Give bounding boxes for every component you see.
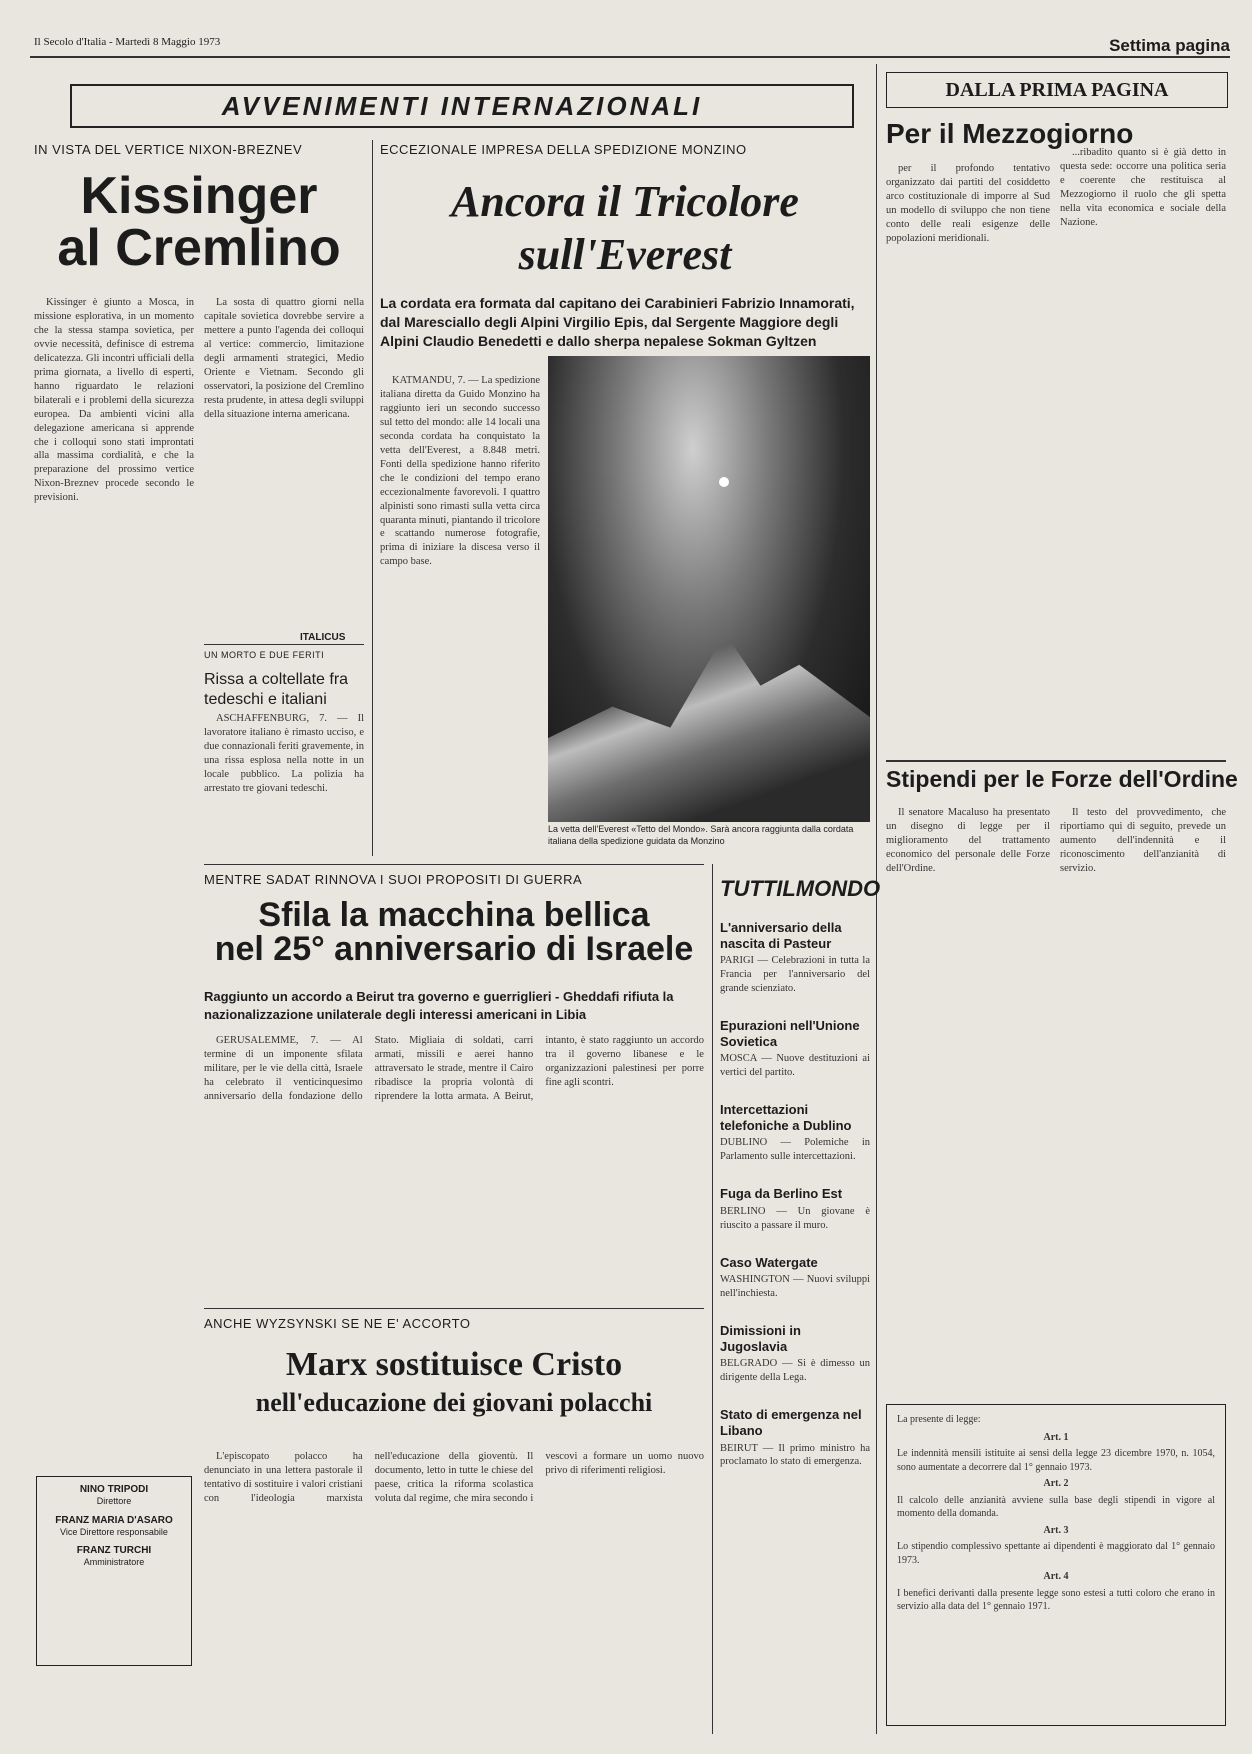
rissa-rule <box>204 644 364 645</box>
kissinger-text-1: Kissinger è giunto a Mosca, in missione esplorativa, in un momento che la stessa stampa sovietica, per ovvie necessità, definisce di estrema delicatezza. Gli incontri ufficiali della prima giornata, a livello di esperti, hanno riguardato le relazioni bilaterali e i problemi della sicurezza europea. Da ambienti vicini alla delegazione americana si apprende che i colloqui sono stati improntati alla massima cordialità, e che la preparazione del prossimo vertice Nixon-Breznev procede secondo le previsioni. <box>34 297 194 504</box>
sadat-body <box>204 1034 704 1300</box>
mezzogiorno-title: Per il Mezzogiorno <box>886 118 1134 149</box>
tuttilmondo-item <box>720 1407 870 1469</box>
rissa-text: ASCHAFFENBURG, 7. — Il lavoratore italiano è rimasto ucciso, e due connazionali feriti gravemente, in una rissa esplosa nella notte in un locale pubblico. La polizia ha arrestato tre giovani tedeschi. <box>204 713 364 794</box>
credit-admin: FRANZ TURCHI <box>76 1545 152 1557</box>
tuttilmondo-item-body: WASHINGTON — Nuovi sviluppi nell'inchiesta. <box>720 1274 870 1300</box>
tuttilmondo-item-body: BELGRADO — Si è dimesso un dirigente della Lega. <box>720 1358 870 1384</box>
column-rule-left <box>372 140 373 856</box>
tuttilmondo-item-body: MOSCA — Nuove destituzioni ai vertici del partito. <box>720 1053 870 1079</box>
tuttilmondo-list <box>720 920 870 1720</box>
tuttilmondo-item-title: Epurazioni nell'Unione Sovietica <box>720 1018 860 1049</box>
tuttilmondo-item <box>720 1102 870 1164</box>
tuttilmondo-item-title: Caso Watergate <box>720 1254 818 1270</box>
article-label: Art. 3 <box>1043 1524 1069 1536</box>
tuttilmondo-item-title: Stato di emergenza nel Libano <box>720 1407 862 1438</box>
photo-mountain <box>548 612 870 822</box>
tuttilmondo-logo: TUTTILMONDO <box>720 876 881 901</box>
tuttilmondo-item-title: Dimissioni in Jugoslavia <box>720 1323 801 1354</box>
wyszynski-text: L'episcopato polacco ha denunciato in una lettera pastorale il tentativo di sostituire i valori cristiani con l'ideologia marxista nell'educazione della gioventù. Il documento, letto in tutte le chiese del paese, critica la riforma scolastica voluta dal regime, che mira secondo i vescovi a formare un uomo nuovo privo di riferimenti religiosi. <box>204 1451 704 1504</box>
stipendi-title: Stipendi per le Forze dell'Ordine <box>886 766 1238 792</box>
legal-article <box>897 1570 1215 1614</box>
tuttilmondo-item-title: Fuga da Berlino Est <box>720 1186 843 1202</box>
article-text: Lo stipendio complessivo spettante ai dipendenti è maggiorato dal 1° gennaio 1973. <box>897 1541 1215 1566</box>
stipendi-body-col1 <box>886 806 1050 1396</box>
wyszynski-rule <box>204 1308 704 1309</box>
tuttilmondo-item <box>720 1018 870 1080</box>
kissinger-headline <box>34 167 364 277</box>
kissinger-body-col2 <box>204 296 364 636</box>
sadat-deck: Raggiunto un accordo a Beirut tra governo e guerriglieri - Gheddafi rifiuta la nazionalizzazione unilaterale degli interessi americani in Libia <box>204 989 674 1022</box>
prima-pagina-label: DALLA PRIMA PAGINA <box>945 78 1169 101</box>
sadat-title-line1: Sfila la macchina bellica <box>258 896 650 934</box>
everest-caption: La vetta dell'Everest «Tetto del Mondo». Sarà ancora raggiunta dalla cordata italiana della spedizione guidata da Monzino <box>548 824 854 846</box>
everest-kicker: ECCEZIONALE IMPRESA DELLA SPEDIZIONE MONZINO <box>380 142 747 157</box>
legal-article <box>897 1431 1215 1475</box>
stipendi-text-1: Il senatore Macaluso ha presentato un disegno di legge per il miglioramento del trattamento economico del personale delle Forze dell'Ordine. <box>886 807 1050 874</box>
rissa-body <box>204 712 364 862</box>
wyszynski-title-line1: Marx sostituisce Cristo <box>285 1346 623 1383</box>
wyszynski-kicker: ANCHE WYZSYNSKI SE NE E' ACCORTO <box>204 1316 471 1331</box>
kissinger-title-line2: al Cremlino <box>57 219 341 277</box>
article-label: Art. 2 <box>1043 1478 1069 1489</box>
rissa-kicker: UN MORTO E DUE FERITI <box>204 650 325 660</box>
photo-moon <box>719 477 729 487</box>
stipendi-text-2: Il testo del provvedimento, che riportiamo qui di seguito, prevede un aumento dell'indennità e il riconoscimento dell'anzianità di servizio. <box>1060 807 1226 874</box>
mezzogiorno-text-1: per il profondo tentativo organizzato dai partiti del cosiddetto arco costituzionale di imporre al Sud un modello di sviluppo che non tiene conto delle reali esigenze delle popolazioni meridionali. <box>886 163 1050 244</box>
page-label: Settima pagina <box>1109 36 1230 55</box>
kissinger-title-line1: Kissinger <box>80 167 318 225</box>
article-text: Il calcolo delle anzianità avviene sulla base degli stipendi in vigore al momento della domanda. <box>897 1494 1215 1519</box>
tuttilmondo-item-title: Intercettazioni telefoniche a Dublino <box>720 1102 852 1133</box>
credits-box <box>36 1476 192 1666</box>
article-label: Art. 1 <box>1043 1431 1069 1443</box>
section-banner: AVVENIMENTI INTERNAZIONALI <box>70 84 854 128</box>
running-head: Il Secolo d'Italia - Martedì 8 Maggio 1973 <box>34 36 221 48</box>
stipendi-body-col2 <box>1060 806 1226 1396</box>
sadat-headline <box>204 898 704 966</box>
everest-headline <box>380 176 870 280</box>
article-text: Le indennità mensili istituite ai sensi della legge 23 dicembre 1970, n. 1054, sono aumentate a decorrere dal 1° gennaio 1973. <box>897 1448 1215 1473</box>
legal-intro: La presente di legge: <box>897 1414 981 1425</box>
credit-vice: FRANZ MARIA D'ASARO <box>55 1514 173 1526</box>
rissa-title: Rissa a coltellate fra tedeschi e italiani <box>204 671 349 708</box>
everest-deck: La cordata era formata dal capitano dei Carabinieri Fabrizio Innamorati, dal Maresciallo degli Alpini Virgilio Epis, dal Sergente Maggiore degli Alpini Claudio Benedetti e dallo sherpa nepalese Sokman Gyltzen <box>380 295 855 349</box>
sadat-rule <box>204 864 704 865</box>
wyszynski-body <box>204 1450 704 1730</box>
tuttilmondo-item-body: BERLINO — Un giovane è riuscito a passare il muro. <box>720 1205 870 1231</box>
tuttilmondo-item-body: BEIRUT — Il primo ministro ha proclamato lo stato di emergenza. <box>720 1442 870 1468</box>
everest-body <box>380 374 540 844</box>
legal-article <box>897 1477 1215 1521</box>
legal-box <box>886 1404 1226 1726</box>
tuttilmondo-item <box>720 1255 870 1302</box>
sadat-text: GERUSALEMME, 7. — Al termine di un imponente sfilata militare, per le vie della città, Israele ha celebrato il venticinquesimo anniversario della fondazione dello Stato. Migliaia di soldati, carri armati, missili e aerei hanno attraversato le strade, mentre il Cairo ribadisce la propria volontà di riprendere la lotta armata. A Beirut, intanto, è stato raggiunto un accordo tra il governo libanese e le organizzazioni palestinesi per porre fine agli scontri. <box>204 1035 704 1102</box>
kissinger-sign: ITALICUS <box>300 632 346 643</box>
tuttilmondo-item <box>720 920 870 996</box>
prima-pagina-box <box>886 72 1228 108</box>
kissinger-body-col1 <box>34 296 194 1646</box>
tuttilmondo-item <box>720 1323 870 1385</box>
top-rule <box>30 56 1230 58</box>
mezzogiorno-body-col2 <box>1060 146 1226 752</box>
kissinger-kicker: IN VISTA DEL VERTICE NIXON-BREZNEV <box>34 142 303 157</box>
everest-photo <box>548 356 870 822</box>
tuttilmondo-item <box>720 1186 870 1233</box>
mezzogiorno-body-col1 <box>886 162 1050 752</box>
credit-admin-role: Amministratore <box>83 1557 145 1568</box>
article-text: I benefici derivanti dalla presente legge sono estesi a tutti coloro che erano in servizio alla data del 1° gennaio 1971. <box>897 1587 1215 1612</box>
credit-vice-role: Vice Direttore responsabile <box>60 1526 168 1537</box>
stipendi-rule <box>886 760 1226 762</box>
mezzogiorno-text-2: ...ribadito quanto si è già detto in questa sede: occorre una politica seria e coerente che restituisca al Mezzogiorno il ruolo che gli spetta nella vita economica e sociale della Nazione. <box>1060 147 1226 228</box>
sadat-kicker: MENTRE SADAT RINNOVA I SUOI PROPOSITI DI GUERRA <box>204 872 583 887</box>
everest-title-line1: Ancora il Tricolore <box>451 177 799 226</box>
sadat-title-line2: nel 25° anniversario di Israele <box>214 930 694 968</box>
everest-text: KATMANDU, 7. — La spedizione italiana diretta da Guido Monzino ha raggiunto ieri un secondo successo sul tetto del mondo: alle 14 locali una seconda cordata ha conquistato la vetta dell'Everest, a 8.848 metri. Fonti della spedizione hanno riferito che le condizioni del tempo erano eccezionalmente favorevoli. I quattro alpinisti sono rimasti sulla vetta circa quaranta minuti, piantando il tricolore e scattando numerose fotografie, prima di iniziare la discesa verso il campo base. <box>380 375 540 568</box>
credit-director-role: Direttore <box>96 1496 132 1506</box>
tuttilmondo-item-body: DUBLINO — Polemiche in Parlamento sulle intercettazioni. <box>720 1137 870 1163</box>
kissinger-text-2: La sosta di quattro giorni nella capitale sovietica dovrebbe servire a mettere a punto l'agenda dei colloqui al vertice: commercio, limitazione degli armamenti strategici, Medio Oriente e Vietnam. Secondo gli osservatori, la posizione del Cremlino resta prudente, in attesa degli sviluppi della situazione interna americana. <box>204 297 364 420</box>
credit-director: NINO TRIPODI <box>79 1484 149 1495</box>
tuttilmondo-item-title: L'anniversario della nascita di Pasteur <box>720 920 842 951</box>
tuttilmondo-item-body: PARIGI — Celebrazioni in tutta la Francia per l'anniversario del grande scienziato. <box>720 955 870 995</box>
wyszynski-title-line2: nell'educazione dei giovani polacchi <box>255 1388 653 1417</box>
everest-title-line2: sull'Everest <box>518 230 732 279</box>
wyszynski-headline <box>204 1346 704 1418</box>
legal-article <box>897 1524 1215 1568</box>
article-label: Art. 4 <box>1043 1571 1069 1582</box>
tuttilmondo-rule <box>712 864 713 1734</box>
